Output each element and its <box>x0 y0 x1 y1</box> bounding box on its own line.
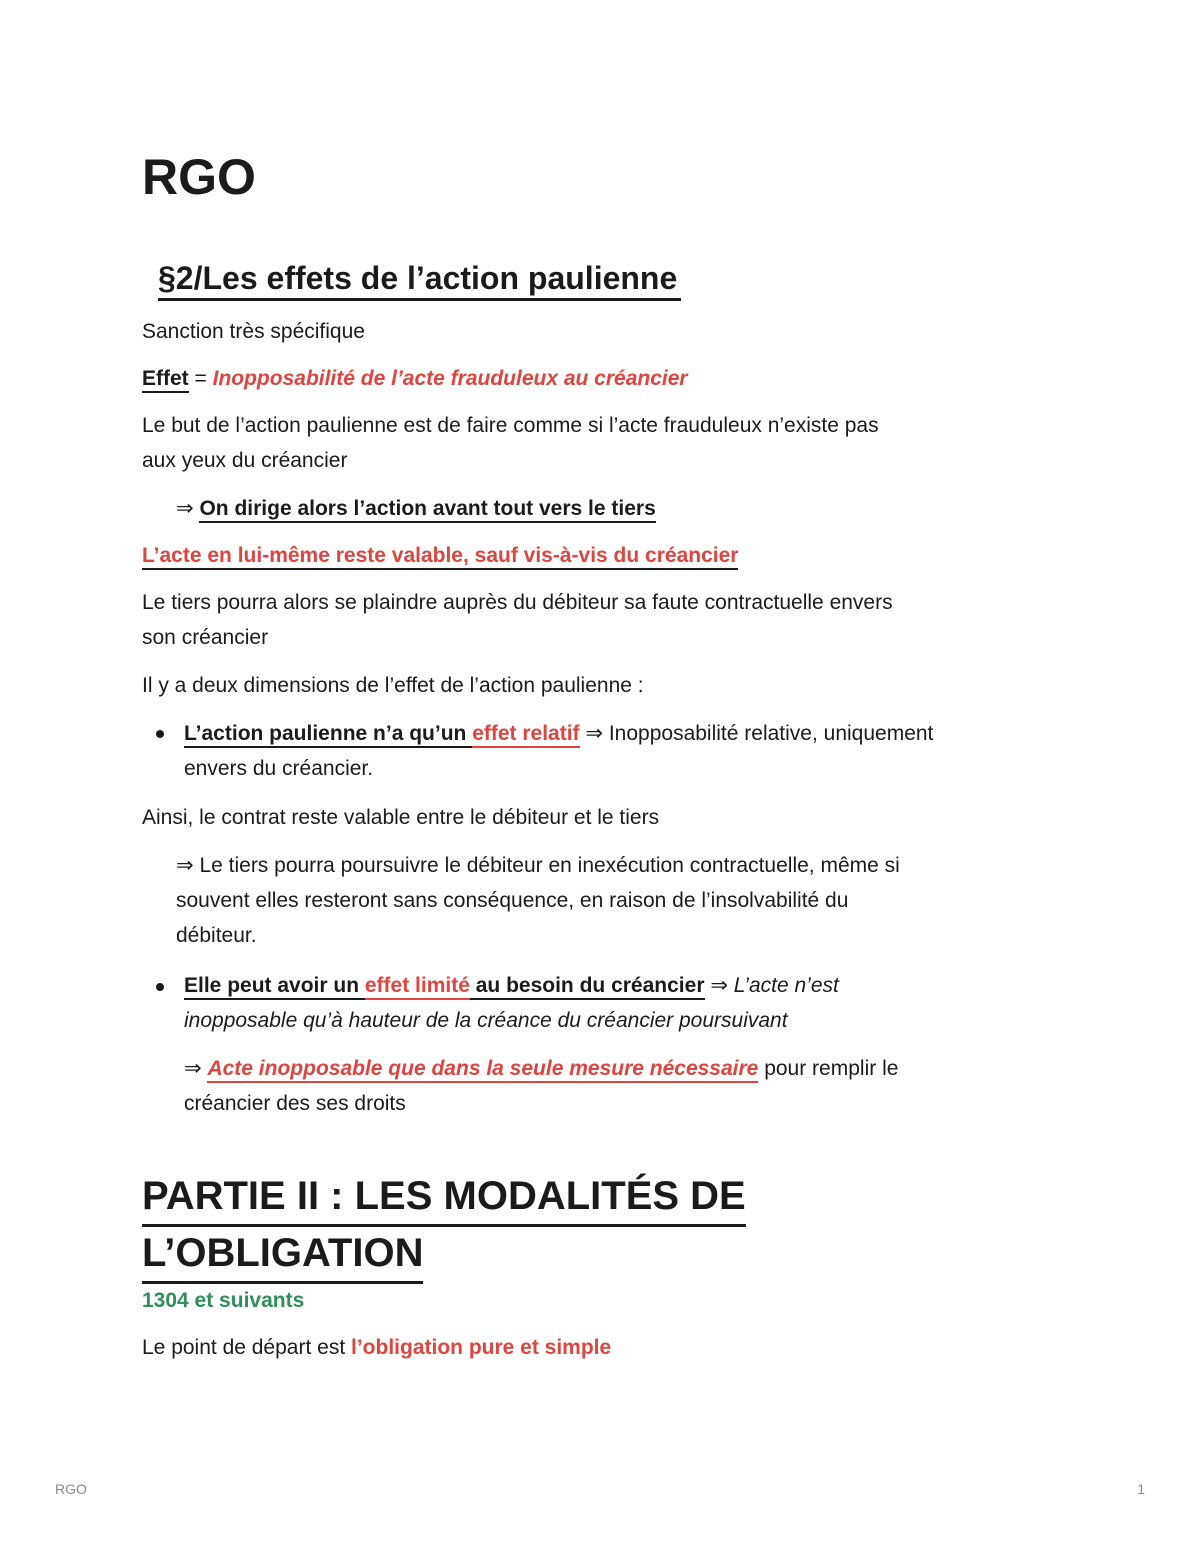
arrow-icon: ⇒ <box>184 1057 202 1080</box>
footer-page-number: 1 <box>1137 1481 1145 1497</box>
paragraph-but-line-2: aux yeux du créancier <box>142 449 348 472</box>
bullet-1-line-2: envers du créancier. <box>184 757 374 780</box>
effet-value: Inopposabilité de l’acte frauduleux au créancier <box>212 367 688 390</box>
acte-valable-text: L’acte en lui-même reste valable, sauf vis-à-vis du créancier <box>142 544 738 570</box>
arrow-icon: ⇒ <box>176 497 194 520</box>
partie-heading <box>142 1170 746 1284</box>
mesure-rest: pour remplir le <box>758 1057 899 1080</box>
bullet-2-red: effet limité <box>365 974 470 1000</box>
bullet-2-italic-1: L’acte n’est <box>727 974 839 997</box>
mesure-red: Acte inopposable que dans la seule mesure nécessaire <box>207 1057 758 1083</box>
poursuivre-text: Le tiers pourra poursuivre le débiteur en inexécution contractuelle, même si <box>193 854 900 877</box>
section-heading: §2/Les effets de l’action paulienne <box>158 258 681 301</box>
arrow-icon: ⇒ <box>585 722 603 745</box>
paragraph-acte-valable <box>142 538 738 573</box>
arrow-icon: ⇒ <box>710 974 728 997</box>
bullet-1-line-1 <box>184 716 933 751</box>
bullet-1-red: effet relatif <box>472 722 579 748</box>
paragraph-articles: 1304 et suivants <box>142 1289 305 1312</box>
paragraph-ainsi: Ainsi, le contrat reste valable entre le débiteur et le tiers <box>142 806 660 829</box>
paragraph-dirige <box>176 491 656 526</box>
bullet-1-rest: Inopposabilité relative, uniquement <box>603 722 934 745</box>
paragraph-poursuivre-line-1 <box>176 848 900 883</box>
arrow-icon: ⇒ <box>176 854 194 877</box>
paragraph-mesure-line-2: créancier des ses droits <box>184 1092 406 1115</box>
bullet-2-bold-1: Elle peut avoir un <box>184 974 365 1000</box>
paragraph-tiers-line-1: Le tiers pourra alors se plaindre auprès du débiteur sa faute contractuelle envers <box>142 591 893 614</box>
paragraph-effet <box>142 361 688 396</box>
paragraph-poursuivre-line-2: souvent elles resteront sans conséquence, en raison de l’insolvabilité du <box>176 889 849 912</box>
bullet-2-line-1 <box>184 968 839 1003</box>
dirige-text: On dirige alors l’action avant tout vers le tiers <box>199 497 655 523</box>
paragraph-but-line-1: Le but de l’action paulienne est de faire comme si l’acte frauduleux n’existe pas <box>142 414 879 437</box>
bullet-icon <box>156 983 164 991</box>
paragraph-tiers-line-2: son créancier <box>142 626 269 649</box>
bullet-1-bold: L’action paulienne n’a qu’un <box>184 722 472 748</box>
paragraph-sanction: Sanction très spécifique <box>142 320 365 343</box>
depart-red: l’obligation pure et simple <box>351 1336 612 1359</box>
paragraph-poursuivre-line-3: débiteur. <box>176 924 257 947</box>
bullet-icon <box>156 730 164 738</box>
effet-label: Effet <box>142 367 189 393</box>
document-title: RGO <box>142 149 256 205</box>
bullet-2-line-2: inopposable qu’à hauteur de la créance du créancier poursuivant <box>184 1009 788 1032</box>
effet-equals: = <box>188 367 213 390</box>
partie-heading-line-2: L’OBLIGATION <box>142 1227 423 1284</box>
footer-title: RGO <box>55 1481 87 1497</box>
depart-text: Le point de départ est <box>142 1336 351 1359</box>
paragraph-deux-dimensions: Il y a deux dimensions de l’effet de l’action paulienne : <box>142 674 644 697</box>
partie-heading-line-1: PARTIE II : LES MODALITÉS DE <box>142 1170 746 1227</box>
paragraph-depart <box>142 1330 611 1365</box>
paragraph-mesure-line-1 <box>184 1051 898 1086</box>
bullet-2-bold-2: au besoin du créancier <box>470 974 705 1000</box>
